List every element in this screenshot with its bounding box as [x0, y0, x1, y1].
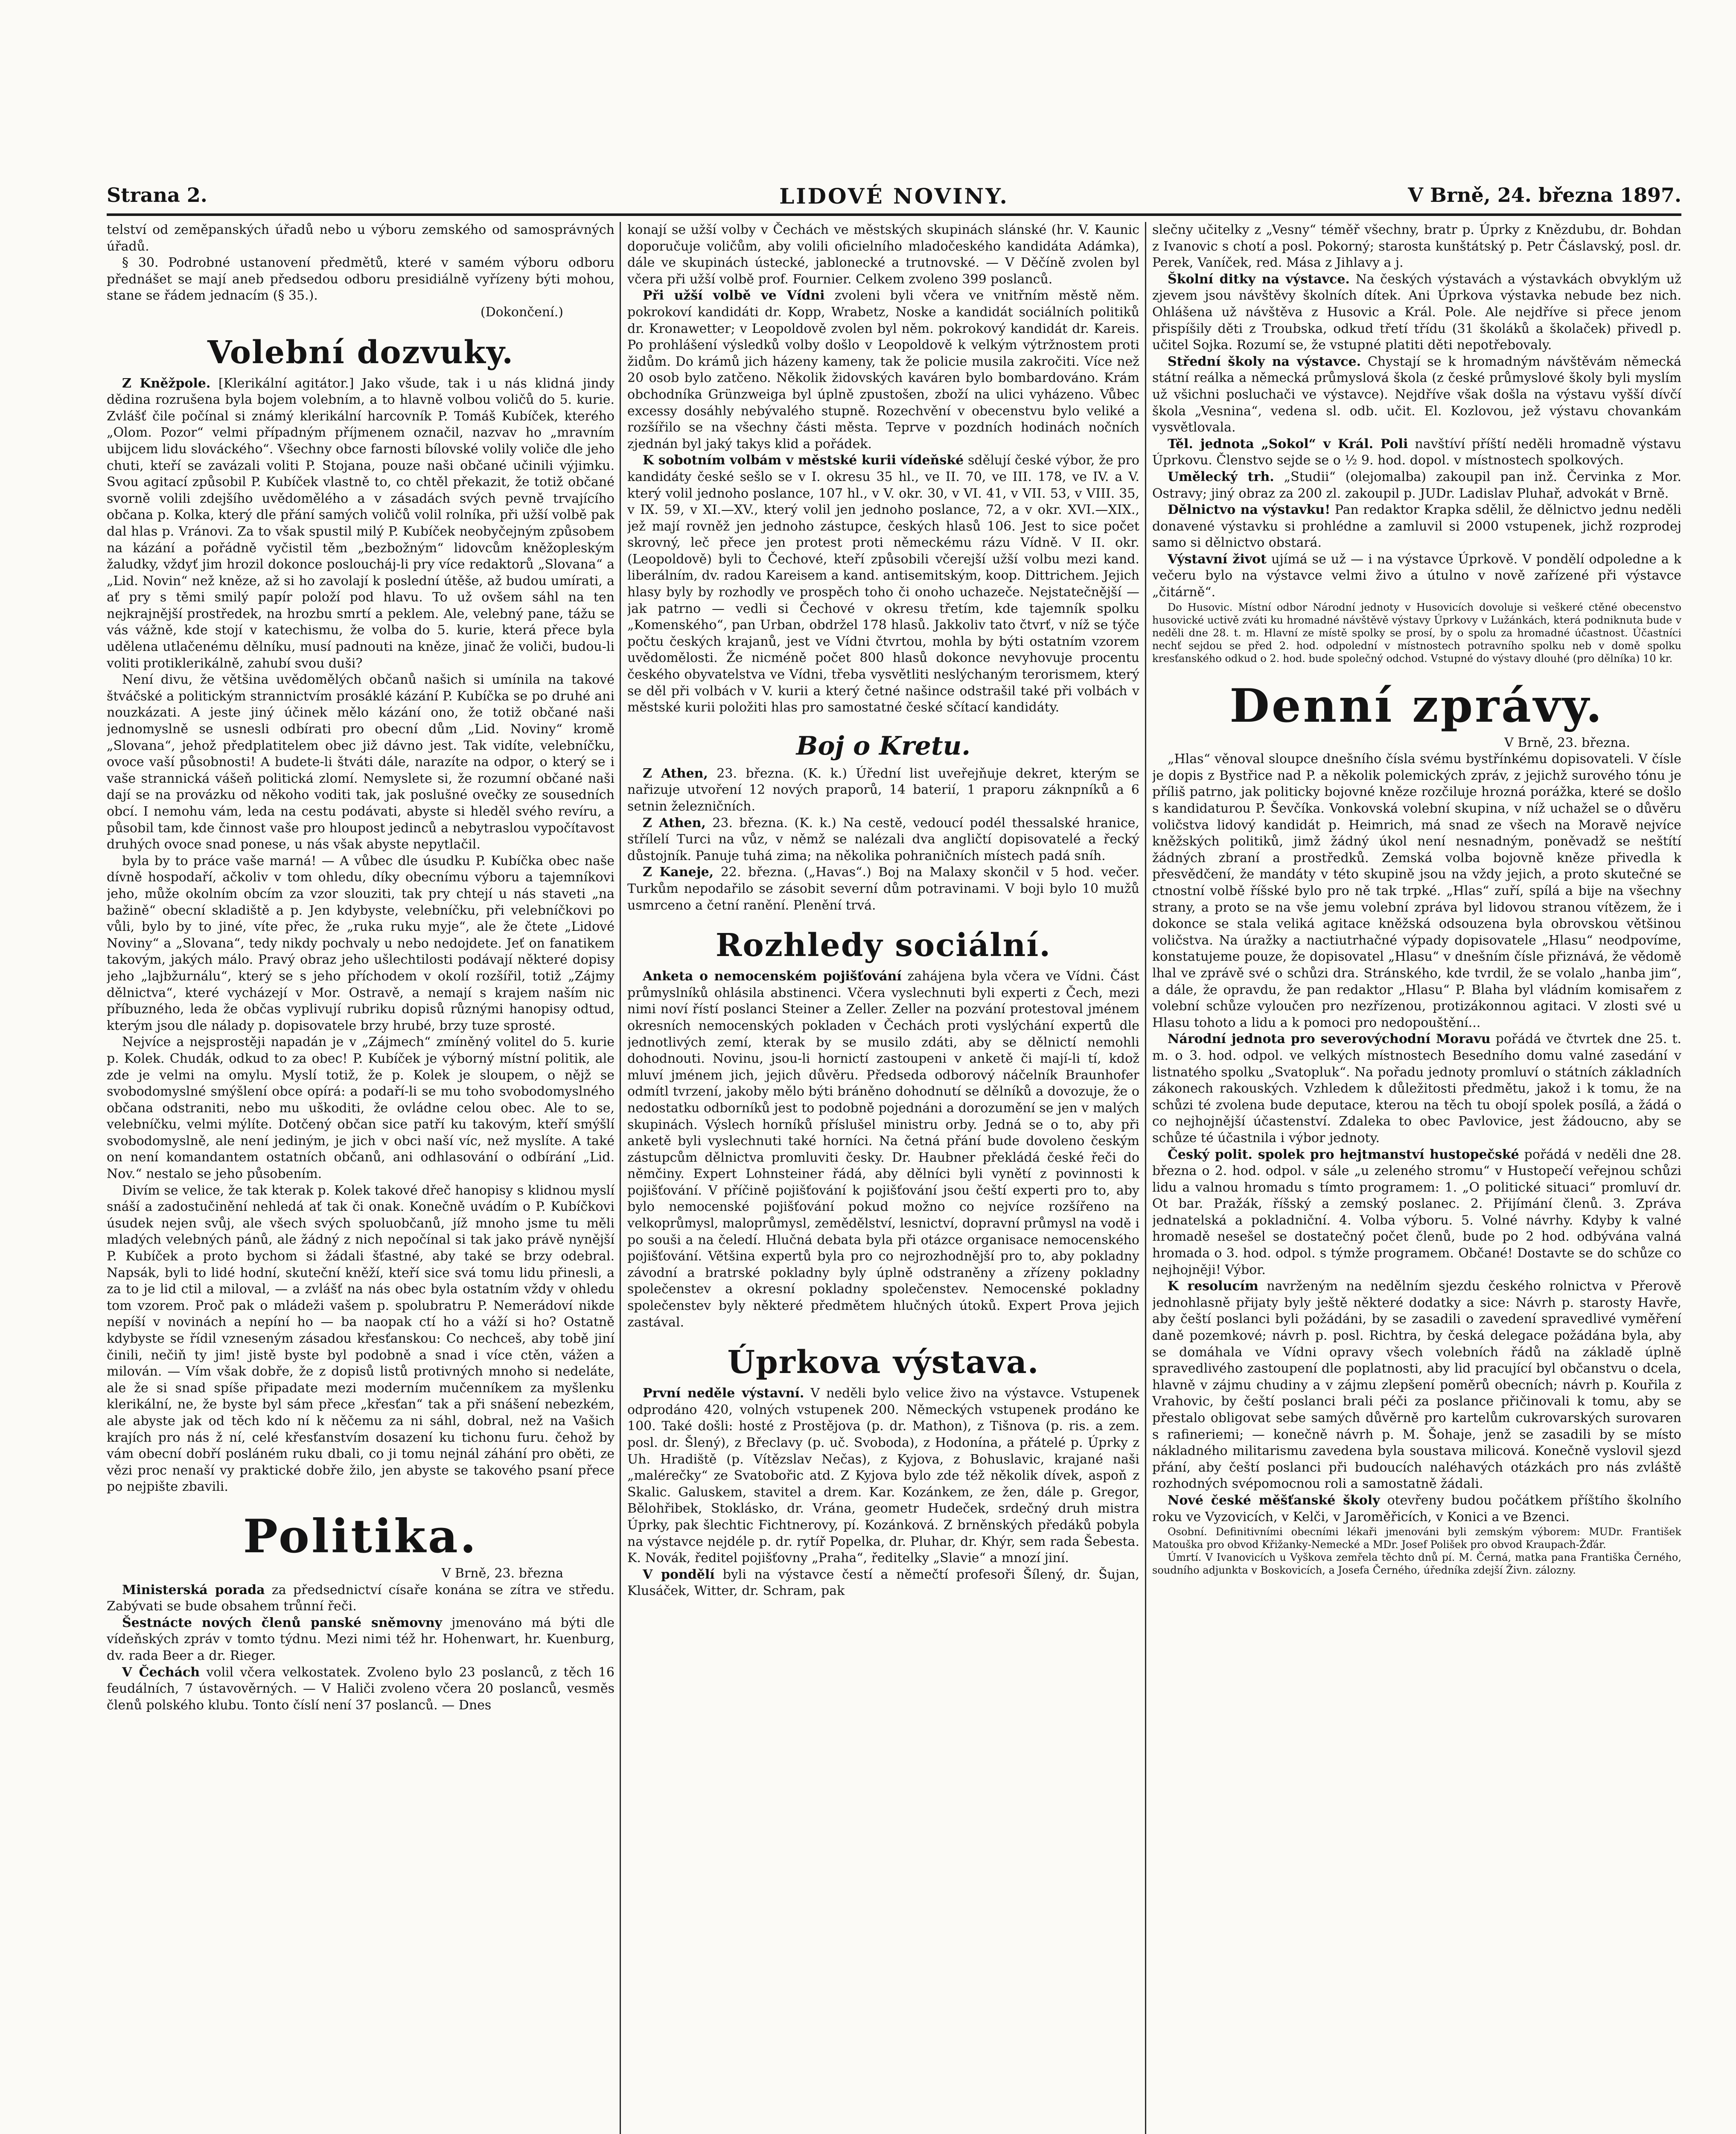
article-paragraph — [1152, 271, 1681, 354]
article-lead: K sobotním volbám v městské kurii vídeňské — [643, 453, 964, 468]
article-lead: V pondělí — [643, 1567, 715, 1582]
article-text: za předsednictví císaře konána se zítra ve středu. Zabývati se bude obsahem trůnní řeči. — [107, 1582, 615, 1614]
section-heading-politika: Politika. — [243, 1509, 478, 1563]
article-paragraph — [107, 1665, 615, 1714]
article-lead: Střední školy na výstavce. — [1168, 354, 1361, 369]
article-lead: Ministerská porada — [122, 1582, 265, 1598]
section-heading-denni: Denní zprávy. — [1229, 679, 1604, 733]
article-lead: V Čechách — [122, 1665, 200, 1680]
article-paragraph — [107, 1615, 615, 1665]
article-lead: Těl. jednota „Sokol“ v Král. Poli — [1168, 436, 1408, 452]
masthead-title: LIDOVÉ NOVINY. — [779, 184, 1009, 209]
article-text: byli na výstavce čestí a němečtí profesoři Šílený, dr. Šujan, Klusáček, Witter, dr. Schram, pak — [627, 1567, 1139, 1599]
article-text: navštíví příští neděli hromadně výstavu Úprkovu. Členstvo sejde se o ½ 9. hod. dopol. v místnostech spolkových. — [1152, 436, 1681, 468]
article-lead: Šestnácte nových členů panské sněmovny — [122, 1615, 443, 1630]
article-text: jmenováno má býti dle vídeňských zpráv v tomto týdnu. Mezi nimi též hr. Hohenwart, hr. Kuenburg, dv. rada Beer a dr. Rieger. — [107, 1615, 615, 1663]
article-text: navrženým na nedělním sjezdu českého rolnictva v Přerově jednohlasně přijaty byly ještě některé dodatky a sice: Návrh p. starosty Havře, aby čeští poslanci byli požádáni, by se zasadili o zavedení spravedlivé vyměření daně pozemkové; návrh p. posl. Richtra, by česká delegace požádána byla, aby se domáhala ve Vídni opravy všech volebních řádů na základě úplně spravedlivého zastoupení dle poplatnosti, aby lid pracující byl občanstvu o dcela, hlavně v zájmu chudiny a v zájmu zlepšení poměrů obecních; návrh p. Kouřila z Vrahovic, by čeští poslanci brali péči za poslance přičinovali k tomu, aby se přestalo obligovat sebe samých důvěrně pro kartelům cukrovarských surovaren s rafineriemi; — konečně návrh p. M. Šohaje, jenž se zasadili by se místo nákladného militarismu zavedena byla soustava milicová. Konečně vyslovil sjezd přání, aby čeští poslanci při budoucích naléhavých otázkách pro nás zvláště rozhodných svépomocnou roli a samostatně žádali. — [1152, 1279, 1681, 1492]
article-paragraph — [627, 288, 1139, 452]
article-lead: Umělecký trh. — [1168, 469, 1274, 484]
column-rule-1 — [620, 222, 621, 2134]
article-text: telství od zeměpanských úřadů nebo u výboru zemského od samosprávných úřadů. — [107, 222, 615, 254]
article-paragraph — [627, 1567, 1139, 1600]
article-lead: Dělnictvo na výstavku! — [1168, 502, 1331, 518]
article-text: volil včera velkostatek. Zvoleno bylo 23 poslanců, z těch 16 feudálních, 7 ústavověrných. — V Haliči zvoleno včera 20 poslanců, vesměs členů polského klubu. Tonto číslí není 37 poslanců. — Dnes — [107, 1665, 615, 1713]
dateline: V Brně, 23. března. — [1504, 735, 1630, 750]
article-text: sdělují české výbor, že pro kandidáty české sešlo se v I. okresu 35 hl., ve II. 70, ve III. 178, ve IV. a V. který volil jednoho poslance, 107 hl., v V. okr. 30, v VI. 41, v VII. 53, v VIII. 35, v IX. 59, v XI.—XV., který volil jen jednoho poslance, 72, a v okr. XVI.—XIX., jež mají rovněž jen jednoho zástupce, českých hlasů 106. Jest to sice počet skrovný, leč přece jen protest proti německému rázu Vídně. V II. okr. (Leopoldově) byli to Čechové, kteří způsobili včerejší užší volbu mezi kand. liberálním, dv. radou Kareisem a kand. antisemitským, koop. Dittrichem. Jejich hlasy byly by rozhodly ve prospěch toho či onoho uchazeče. Nejstatečnější — jak patrno — vedli si Čechové v okresu třetím, kde tajemník spolku „Komenského“, pan Urban, obdržel 178 hlasů. Jakkoliv tato čtvrť, v níž se týče počtu českých krajanů, jest ve Vídni čtvrtou, mohla by býti ostatním vzorem uvědomělosti. Že nicméně počet 800 hlasů dokonce nevyhovuje procentu českého obyvatelstva ve Vídni, třeba vysvětliti neslýchaným terorismem, který se děl při volbách v V. kurii a který četné našince odstrašil také při volbách v městské kurii položiti hlas pro samostatné české sčítací kandidáty. — [627, 453, 1139, 715]
article-text: „Hlas“ věnoval sloupce dnešního čísla svému bystřínkému dopisovateli. V čísle je dopis z Bystřice nad P. a několik polemických zpráv, z jejichž surového tónu je příliš patrno, jak politicky bojovné kněze rozčiluje hrozná porážka, které se došlo s kandidaturou P. Ševčíka. Vonkovská volební skupina, v níž uchažel se o důvěru voličstva lidový kandidát p. Heimrich, má snad ze všech na Moravě nejvíce kněžských politiků, jimž žádný úkol není nesnadným, poněvadž se neštítí žádných zbraní a prostředků. Zemská volba bojovně kněze přivedla k přesvědčení, že mandáty v této skupině jsou na vždy jejich, a proto skutečné se ctnostní volbě říšské bylo pro ně tak trpké. „Hlas“ zuří, spílá a bije na všechny strany, a proto se na vše jemu volební zpráva byl lidovou stranou vítězem, že i dokonce se stala veliká agitace kněžská odsouzena byla obrovskou většinou voličstva. Na úražky a nactiutrhačné výpady dopisovatele „Hlasu“ neodpovíme, konstatujeme pouze, že dopisovatel „Hlasu“ v dnešním čísle přiznává, že vědomě lhal ve zprávě své o schůzi dra. Stránského, kde tvrdil, že se volalo „hanba jim“, a dále, že opravdu, že pan redaktor „Hlasu“ P. Blaha byl vládním komisařem z volební schůze vyloučen pro nezřízenou, protizákonnou agitaci. V zlosti své u Hlasu tohoto a lidu a k pomoci pro nedopouštění... — [1152, 752, 1681, 1030]
article-lead: Z Kaneje, — [643, 865, 714, 880]
article-text: 23. března. (K. k.) Na cestě, vedoucí podél thessalské hranice, střílelí Turci na vůz, v němž se nalézali dva angličtí dopisovatelé a řecký důstojník. Panuje tuhá zima; na několika pohraničních místech padá sníh. — [627, 815, 1139, 863]
article-lead: Z Athen, — [643, 815, 706, 831]
article-paragraph — [1152, 469, 1681, 502]
article-lead: K resolucím — [1168, 1279, 1258, 1294]
article-text: § 30. Podrobné ustanovení předmětů, které v samém výboru odboru přednášet se mají aneb předsedou odboru presidiálně vyřízeny býti mohou, stane se řádem jednacím (§ 35.). — [107, 255, 615, 303]
article-paragraph — [627, 968, 1139, 1331]
article-text: [Klerikální agitátor.] Jako všude, tak i u nás klidná jindy dědina rozrušena byla bojem volebním, a to hlavně volbou voličů do 5. kurie. Zvlášť čile počínal si známý klerikální harcovník P. Tomáš Kubíček, kterého „Olom. Pozor“ velmi případným příjmenem označil, nazvav ho „mravním ubijcem lidu slováckého“. Všechny obce farnosti bílovské volily voliče dle jeho chuti, kteří se zavázali voliti P. Stojana, pouze naši občané učinili výjimku. Svou agitací způsobil P. Kubíček vlastně to, co chtěl překazit, že totiž občané svorně volili zdejšího uvědomělého a v zásadách svých pevně trvajícího občana p. Kolka, který dle přání samých voličů volil rolníka, při užší volbě pak dal hlas p. Vránovi. Za to však spustil milý P. Kubíček neobyčejným způsobem na kázání a pořádně vyčistil těm „bezbožným“ lidovcům kněžopleským žaludky, vždyť jim hrozil dokonce posloucháj-li pry více redaktorů „Slovana“ a „Lid. Novin“ než kněze, až si ho zavolají k poslední útěše, až budou umírati, a ať pry s těmi smilý papír položí pod hlavu. To už ovšem sáhl na ten nejkrajnější prostředek, na hrozbu smrtí a peklem. Ale, velebný pane, tážu se vás vážně, kde stojí v katechismu, že volba do 5. kurie, která přece byla udělena utlačenému dělníku, musí padnouti na kněze, jinač že voliči, budou-li voliti protiklerikálně, zahubí svou duši? — [107, 376, 615, 671]
article-lead: Národní jednota pro severovýchodní Moravu — [1168, 1032, 1491, 1047]
article-paragraph — [1152, 1031, 1681, 1146]
article-paragraph — [1152, 1147, 1681, 1279]
article-text: pořádá v neděli dne 28. března o 2. hod. odpol. v sále „u zeleného stromu“ v Hustopečí veřejnou schůzi lidu a valnou hromadu s tímto programem: 1. „O politické situaci“ promluví dr. Ot bar. Pražák, říšský a zemský poslanec. 2. Přijímání členů. 3. Zpráva jednatelská a pokladniční. 4. Volba výboru. 5. Volné návrhy. Kdyby k valné hromadě nesešel se dostatečný počet členů, bude po 2 hod. odbývána valná hromada o 3. hod. odpol. s týmže programem. Občané! Dostavte se do schůze co nejhojněji! Výbor. — [1152, 1147, 1681, 1277]
article-paragraph — [1152, 502, 1681, 551]
article-paragraph — [627, 815, 1139, 865]
article-paragraph — [1152, 551, 1681, 601]
article-paragraph — [627, 452, 1139, 716]
article-text: zahájena byla včera ve Vídni. Část průmyslníků ohlásila abstinenci. Včera vyslechnuti byli experti z Čech, mezi nimi noví řístí poslanci Steiner a Zeller. Zeller na pozvání protestoval jménem okresních nemocenských pokladen v Čechách proti vyslýchání expertů dle jednotlivých zemí, kterak by se musilo zdáti, aby se dělnictí nemohli dohodnouti. Novinu, jsou-li hornictí zastoupeni v anketě či mají-li tí, kdož mluví jménem jich, jejich důvěru. Předseda odborový náčelník Braunhofer odmítl tvrzení, jakoby mělo býti bráněno dohodnutí se dělníků a dovozuje, že o nedostatku odborníků jest to podobně pojednáni a dorozumění se jen v malých skupinách. Výslech horníků příslušel ministru orby. Jedná se o to, aby při anketě byli vyslechnuti také horníci. Na četná přání bude dovoleno českým zástupcům dělnictva promluviti česky. Dr. Haubner překládá české řeči do němčiny. Expert Lohnsteiner řádá, aby dělníci byli vynětí z povinnosti k pojišťování. V příčině pojišťování k pojišťování jsou čeští experti pro to, aby bylo nemocenské pojišťování pokud možno co nejvíce rozšířeno na velkoprůmysl, maloprůmysl, zemědělství, lesnictví, dopravní průmysl na vodě i po souši a na čeledí. Hlučná debata byla při otázce organisace nemocenského pojišťování. Většina expertů byla pro co nejrozhodnější pro to, aby pokladny závodní a bratrské pokladny byly úplně odstraněny a zřízeny pokladny společenstev a okresní pokladny společenstev. Nemocenské pokladny společenstev byly některé předmětem hlučných útoků. Expert Prova jejich zastával. — [627, 969, 1139, 1330]
article-lead: Z Kněžpole. — [122, 376, 211, 391]
article-text-small: Do Husovic. Místní odbor Národní jednoty v Husovicích dovoluje si veškeré ctěné obecenstvo husovické uctivě zváti ku hromadné návštěvě výstavy Úprkovy v Lužánkách, která podniknuta bude v neděli dne 28. t. m. Hlavní ze místě spolky se prosí, by o spolu za hromadné účastnost. Účastníci nechť sejdou se před 2. hod. odpolední v místnostech potravního spolku neb v domě spolku kresťanského odkud o 2. hod. bude společný odchod. Vstupné do výstavy dlouhé (pro dělníka) 10 kr. — [1152, 601, 1681, 665]
article-lead: Výstavní život — [1168, 551, 1267, 567]
header-rule — [107, 213, 1681, 216]
continuation-note: (Dokončení.) — [480, 304, 563, 320]
article-text: Není divu, že většina uvědomělých občanů našich si umínila na takové štváčské a politickým strannictvím prosáklé kázání P. Kubíčka se po druhé ani nouzkázati. A jeste jiný účinek mělo kázání ono, že totiž občané naši jednomyslně se usnesli odbírati pro obecní dům „Lid. Noviny“ kromě „Slovana“, jehož předplatitelem obec již dávno jest. Tak vidíte, velebníčku, ovoce vaší působnosti! A budete-li štváti dále, narazíte na odpor, o který se i vaše strannická vášeň politická zlomí. Nemyslete si, že rozumní občané naši dají se na provázku od někoho voditi tak, jak poslušné ovečky ze sousedních obcí. I nemohu vám, leda na cestu podávati, abyste si hleděl svého revíru, a působil tam, kde činnost vaše pro hloupost jedinců a nebytraslou vypočítavost druhých ovoce snad ponese, u nás však abyste nepytlačil. — [107, 672, 615, 852]
article-text: zvoleni byli včera ve vnitřním městě něm. pokrokoví kandidáti dr. Kopp, Wrabetz, Noske a kandidát sociálních politiků dr. Kronawetter; v Leopoldově zvolen byl něm. pokrokový kandidát dr. Kareis. Po prohlášení výsledků volby došlo v Leopoldově k velkým výtržnostem proti židům. Do krámů jich házeny kameny, tak že policie musila zakročiti. Více než 20 osob bylo zatčeno. Několik židovských kaváren bylo bombardováno. Krám obchodníka Grünzweiga byl úplně zpustošen, zboží na ulici vyházeno. Vůbec excessy dosáhly nebývalého stupně. Rozechvění v obecenstvu bylo veliké a rozšířilo se na všechny části města. Teprve v pozdních hodinách nočních zjednán byl jaký takys klid a pořádek. — [627, 288, 1139, 452]
page-header — [107, 184, 1681, 218]
article-paragraph — [1152, 1493, 1681, 1525]
section-heading-rozhledy: Rozhledy sociální. — [715, 927, 1052, 964]
article-lead: Při užší volbě ve Vídni — [643, 288, 825, 303]
article-paragraph — [107, 1582, 615, 1615]
article-paragraph — [1152, 1278, 1681, 1493]
column-3 — [1152, 222, 1681, 2134]
article-text: konají se užší volby v Čechách ve městských skupinách slánské (hr. V. Kaunic doporučuje voličům, aby volili oficielního mladočeského kandidáta Adámka), dále ve skupinách ústecké, jablonecké a trutnovské. — V Děčíně zvolen byl včera při užší volbě prof. Fournier. Celkem zvoleno 399 poslanců. — [627, 222, 1139, 287]
article-text: „Studii“ (olejomalba) zakoupil pan inž. Červinka z Mor. Ostravy; jiný obraz za 200 zl. zakoupil p. JUDr. Ladislav Pluhař, advokát v Brně. — [1152, 469, 1681, 501]
page-number: Strana 2. — [107, 184, 207, 207]
article-text: 22. března. („Havas“.) Boj na Malaxy skončil v 5 hod. večer. Turkům nepodařilo se zásobit severní dům potravinami. V boji bylo 10 mužů usmrceno a četní ranění. Plenění trvá. — [627, 865, 1139, 913]
column-2 — [627, 222, 1139, 2134]
column-rule-2 — [1145, 222, 1146, 2134]
article-text: Chystají se k hromadným návštěvám německá státní reálka a německá průmyslová škola (z české průmyslové školy byli myslím už všichni posluchači ve výstavce). Nejdříve však došla na výstavu vyšší dívčí škola „Vesnina“, vedena sl. odb. učit. El. Kozlovou, jež výstavu chovankám vysvětlovala. — [1152, 354, 1681, 435]
article-paragraph — [627, 864, 1139, 914]
article-text-small: Osobní. Definitivními obecními lékaři jmenováni byli zemským výborem: MUDr. František Matouška pro obvod Křižanky-Nemecké a MDr. Josef Polišek pro obvod Kraupach-Žďár. — [1152, 1526, 1681, 1551]
article-lead: Školní ditky na výstavce. — [1168, 271, 1350, 287]
article-paragraph — [627, 766, 1139, 815]
article-paragraph — [1152, 436, 1681, 469]
section-heading-kretu: Boj o Kretu. — [796, 731, 971, 761]
column-1 — [107, 222, 615, 2134]
article-text: slečny učitelky z „Vesny“ téměř všechny, bratr p. Úprky z Knězdubu, dr. Bohdan z Ivanovic s chotí a posl. Pokorný; starosta kunštátský p. Petr Čáslavský, posl. dr. Perek, Vaníček, red. Mása z Jihlavy a j. — [1152, 222, 1681, 271]
article-text: 23. března. (K. k.) Úřední list uveřejňuje dekret, kterým se nařizuje utvoření 12 nových praporů, 14 baterií, 1 praporu záknpníků a 6 setnin železničních. — [627, 766, 1139, 814]
article-lead: První neděle výstavní. — [643, 1386, 804, 1401]
article-lead: Anketa o nemocenském pojišťování — [643, 969, 902, 984]
article-paragraph — [627, 1385, 1139, 1567]
issue-date: V Brně, 24. března 1897. — [1408, 184, 1681, 207]
dateline: V Brně, 23. března — [441, 1566, 563, 1581]
article-lead: Český polit. spolek pro hejtmanství hustopečské — [1168, 1147, 1519, 1162]
article-lead: Nové české měšťanské školy — [1168, 1493, 1380, 1508]
article-paragraph — [1152, 354, 1681, 436]
article-text: Nejvíce a nejsprostěji napadán je v „Zájmech“ zmíněný volitel do 5. kurie p. Kolek. Chudák, odkud to za obec! P. Kubíček je výborný místní politik, ale zde je velmi na omylu. Myslí totiž, že p. Kolek je sloupem, o nějž se svobodomyslné smýšlení obce opírá: a podaří-li se mu toho svobodomyslného občana odstraniti, nebo mu uškoditi, že ovládne celou obec. Ale to se, velebníčku, velmi mýlíte. Dotčený občan sice patří ku takovým, kteří smýšlí svobodomyslně, ale není jediným, je jich v obci naší víc, než myslíte. A také on není komandantem ostatních občanů, ani odhlasování o odbírání „Lid. Nov.“ nestalo se jeho působením. — [107, 1035, 615, 1182]
article-lead: Z Athen, — [643, 766, 708, 781]
article-paragraph — [107, 376, 615, 672]
section-heading-vystava: Úprkova výstava. — [727, 1344, 1040, 1381]
article-text: byla by to práce vaše marná! — A vůbec dle úsudku P. Kubíčka obec naše dívně hospodaří, ačkoliv v tom ohledu, díky obecnímu výboru a tajemníkovi jeho, může okolním obcím za vzor slouziti, tak pry chtejí u nás staveti „na bažině“ obecní skladiště a p. Jen kdybyste, velebníčku, při velebníčkovi po vůli, bylo by to jiné, víte přec, že „ruka ruku myje“, ale že čtete „Lidové Noviny“ a „Slovana“, tedy nikdy pochvaly u nebo nedojdete. Jeť on fanatikem takovým, jakých málo. Pravý obraz jeho ušlechtilosti podávají některé dopisy jeho „lajbžurnálu“, který se s jeho příchodem v okolí rozšířil, totiž „Zájmy dělnictva“, které vycházejí v Mor. Ostravě, a nemají s krajem naším nic příbuzného, leda že občas vyplivují rubriku dopisů různými hanopisy odtud, kterým jsou dle nálady p. dopisovatele brzy hrubé, brzy tuze sprosté. — [107, 853, 615, 1033]
article-text: ujímá se už — i na výstavce Úprkově. V pondělí odpoledne a k večeru bylo na výstavce velmi živo a útulno v nově zařízené při výstavce „čitárně“. — [1152, 551, 1681, 600]
article-text-small: Úmrtí. V Ivanovicích u Vyškova zemřela těchto dnů pí. M. Černá, matka pana Františka Černého, soudního adjunkta v Boskovicích, a Josefa Černého, úředníka zdejší Živn. zálozny. — [1152, 1551, 1681, 1577]
article-text: V neděli bylo velice živo na výstavce. Vstupenek odprodáno 420, volných vstupenek 200. Německých vstupenek prodáno ke 100. Také došli: hosté z Prostějova (p. dr. Mathon), z Tišnova (p. ris. a zem. posl. dr. Šlený), z Břeclavy (p. uč. Svoboda), z Hodonína, a přátelé p. Úprky z Uh. Hradiště (p. Vítězslav Nečas), z Kyjova, z Bohuslavic, krajané naši „malérečky“ ze Svatobořic atd. Z Kyjova bylo zde též několik dívek, aspoň z Skalic. Galuskem, stavitel a drem. Kar. Kozánkem, ze žen, dále p. Gregor, Bělohřibek, Stoklásko, dr. Vrána, geometr Hudeček, srdečný druh mistra Úprky, pak šlechtic Fichtnerovy, pí. Kozánková. Z brněnských předáků pobyla na výstavce nejdéle p. dr. rytíř Popelka, dr. Pluhar, dr. Khýr, sem rada Šebesta. K. Novák, ředitel pojišťovny „Praha“, ředitelky „Slavie“ a mnozí jiní. — [627, 1386, 1139, 1566]
article-text: otevřeny budou počátkem příštího školního roku ve Vyzovicích, v Kelči, v Jaroměřicích, v Konici a ve Bzenci. — [1152, 1493, 1681, 1525]
article-text: Pan redaktor Krapka sdělil, že dělnictvo jednu neděli donavené výstavku si prohlédne a zamluvil si 2000 vstupenek, jichž rozprodej samo si dělnictvo obstará. — [1152, 502, 1681, 551]
article-text: Na českých výstavách a výstavkách obvyklým už zjevem jsou návštěvy školních dítek. Ani Úprkova výstavka nebude bez nich. Ohlášena už návštěva z Husovic a Král. Pole. Ale nejdříve si přece jenom přispíšily děti z Troubska, odkud třetí třídu (31 školáků a školaček) přivedl p. učitel Sojka. Rozumí se, že vstupné platiti děti nepotřebovaly. — [1152, 271, 1681, 353]
article-text: Divím se velice, že tak kterak p. Kolek takové dřeč hanopisy s klidnou myslí snáší a zadostučinění nehledá ať tak či onak. Konečně uvádím o P. Kubíčkovi úsudek nejen svůj, ale všech svých spoluobčanů, jíž mnoho jsme tu měli mladých velebných pánů, ale žádný z nich nepočínal si tak jako právě nynější P. Kubíček a proto bychom si žádali šťastné, aby také se brzy odebral. Napsák, byli to lidé hodní, skuteční kněží, kteří sice svá tomu lidu přinesli, a za to je lid ctil a miloval, — a zvlášť na nás obec byla ostatním vždy v ohledu tom vzorem. Proč pak o mládeži vašem p. spolubratru P. Nemerádoví nikde nepíší v novinách a nepíní ho — ba naopak ctí ho a váží si ho? Ostatně kdybyste se řídil vzneseným zásadou křesťanskou: Co nechceš, aby tobě jiní činili, nečiň ty jim! jistě byste byl podobně a snad i více ctěn, vážen a milován. — Vím však dobře, že z dopisů listů protivných mnoho si nedeláte, ale že si snad spíše připadate mezi moderním mučenníkem za myšlenku klerikální, ne, že byste byl sám přece „křesťan“ tak a při snášení nebezkém, ale abyste jak od těch kdo ní k něčemu za ni sáhl, dobral, než na Vašich krajích pro nás ž ní, celé křesťanstvím dosazení ku tichonu furu. čehož by vám obecní dobří posláném ruku dbali, co ji tomu nejnál záhání pro oběti, ze vězi proc nenaší vy praktické dobře žilo, jen abyste se takového psaní přece po nejpište zbavili. — [107, 1183, 615, 1495]
article-text: pořádá ve čtvrtek dne 25. t. m. o 3. hod. odpol. ve velkých místnostech Besedního domu valné zasedání v listnatého spolku „Svatopluk“. Na pořadu jednoty promluví o státních základních zákonech rakouských. Vzhledem k důležitosti předmětu, jakož i k tomu, že na schůzi té zvolena bude deputace, kterou na těch tu obojí spolek posílá, a žádá o co nejhojnější účastenství. Zdaleka to obec Pavlovice, jest žádoucno, aby se schůze té účastnila i výbor jednoty. — [1152, 1032, 1681, 1146]
section-heading-volebni: Volební dozvuky. — [207, 334, 514, 371]
